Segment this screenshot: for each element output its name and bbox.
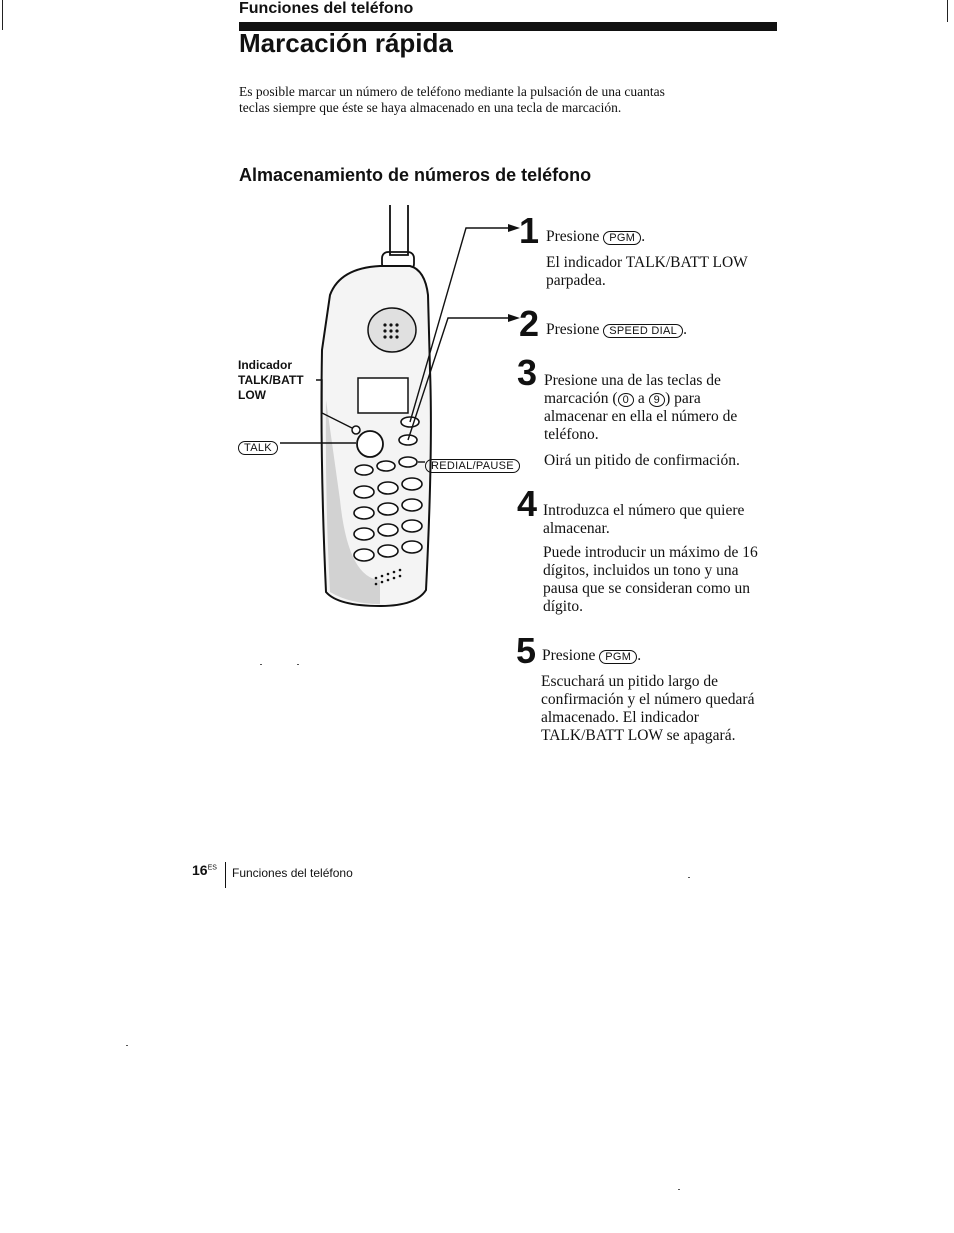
talk-keycap: TALK	[238, 441, 278, 455]
scan-speck	[297, 664, 299, 665]
step-1-end: .	[641, 228, 646, 245]
earpiece-holes	[383, 323, 398, 338]
page-edge-left	[2, 0, 3, 30]
step-3-detail: Oirá un pitido de confirmación.	[544, 452, 740, 469]
step-2-text: Presione	[546, 321, 604, 338]
step-number-3: 3	[517, 352, 538, 393]
section-label: Funciones del teléfono	[239, 0, 414, 17]
scan-speck	[678, 1189, 680, 1190]
speed-dial-keycap: SPEED DIAL	[603, 324, 683, 338]
redial-key-label	[425, 456, 520, 474]
talk-key-label	[238, 438, 278, 456]
pgm-keycap-step5: PGM	[599, 650, 637, 664]
page-edge-right	[947, 0, 948, 22]
step-1-text: Presione	[546, 228, 604, 245]
step-5-end: .	[637, 647, 642, 664]
intro-paragraph: Es posible marcar un número de teléfono mediante la pulsación de una cuantas teclas siempre que éste se haya almacenado en una tecla de marcación.	[239, 84, 665, 115]
step-2-end: .	[683, 321, 687, 338]
step-5-detail: Escuchará un pitido largo de confirmación y el número quedará almacenado. El indicador TALK/BATT LOW se apagará.	[541, 673, 755, 744]
step-number-2: 2	[519, 303, 540, 344]
page-number-value: 16	[192, 862, 208, 878]
cordless-phone-illustration	[230, 200, 530, 620]
step-3-end: ) para almacenar en ella el número de teléfono.	[544, 390, 738, 443]
scan-speck	[260, 664, 262, 665]
footer-section-label: Funciones del teléfono	[232, 866, 353, 880]
step-3-text: Presione una de las teclas de marcación (	[544, 372, 721, 407]
digit-9-keycap: 9	[649, 393, 665, 407]
step-5-text: Presione	[542, 647, 600, 664]
page-number	[192, 862, 217, 878]
antenna	[390, 205, 408, 255]
step-3-instruction	[544, 372, 766, 444]
digit-0-keycap: 0	[618, 393, 634, 407]
footer-divider	[225, 862, 226, 888]
display-window	[358, 378, 408, 413]
pgm-keycap: PGM	[603, 231, 641, 245]
step-3-mid: a	[634, 390, 649, 407]
step-1-detail: El indicador TALK/BATT LOW parpadea.	[546, 254, 748, 289]
step-4-detail: Puede introducir un máximo de 16 dígitos, incluidos un tono y una pausa que se consideran como un dígito.	[543, 544, 758, 615]
talk-button	[357, 431, 383, 457]
step-number-4: 4	[517, 483, 538, 524]
redial-button	[399, 457, 417, 467]
step-1-instruction	[546, 228, 776, 246]
step-2-instruction	[546, 321, 776, 339]
step-5-instruction	[542, 647, 772, 665]
step-number-5: 5	[516, 630, 537, 671]
function-key	[377, 461, 395, 471]
page-language-code: ES	[207, 864, 217, 872]
step-4-instruction: Introduzca el número que quiere almacenar.	[543, 502, 745, 537]
page-title: Marcación rápida	[239, 28, 453, 58]
section-subtitle: Almacenamiento de números de teléfono	[239, 165, 592, 185]
indicator-label: Indicador TALK/BATT LOW	[238, 358, 304, 402]
redial-keycap: REDIAL/PAUSE	[425, 459, 520, 473]
indicator-led	[352, 426, 360, 434]
scan-speck	[126, 1045, 128, 1046]
scan-speck	[688, 877, 690, 878]
function-key	[355, 465, 373, 475]
step-number-1: 1	[519, 210, 540, 251]
